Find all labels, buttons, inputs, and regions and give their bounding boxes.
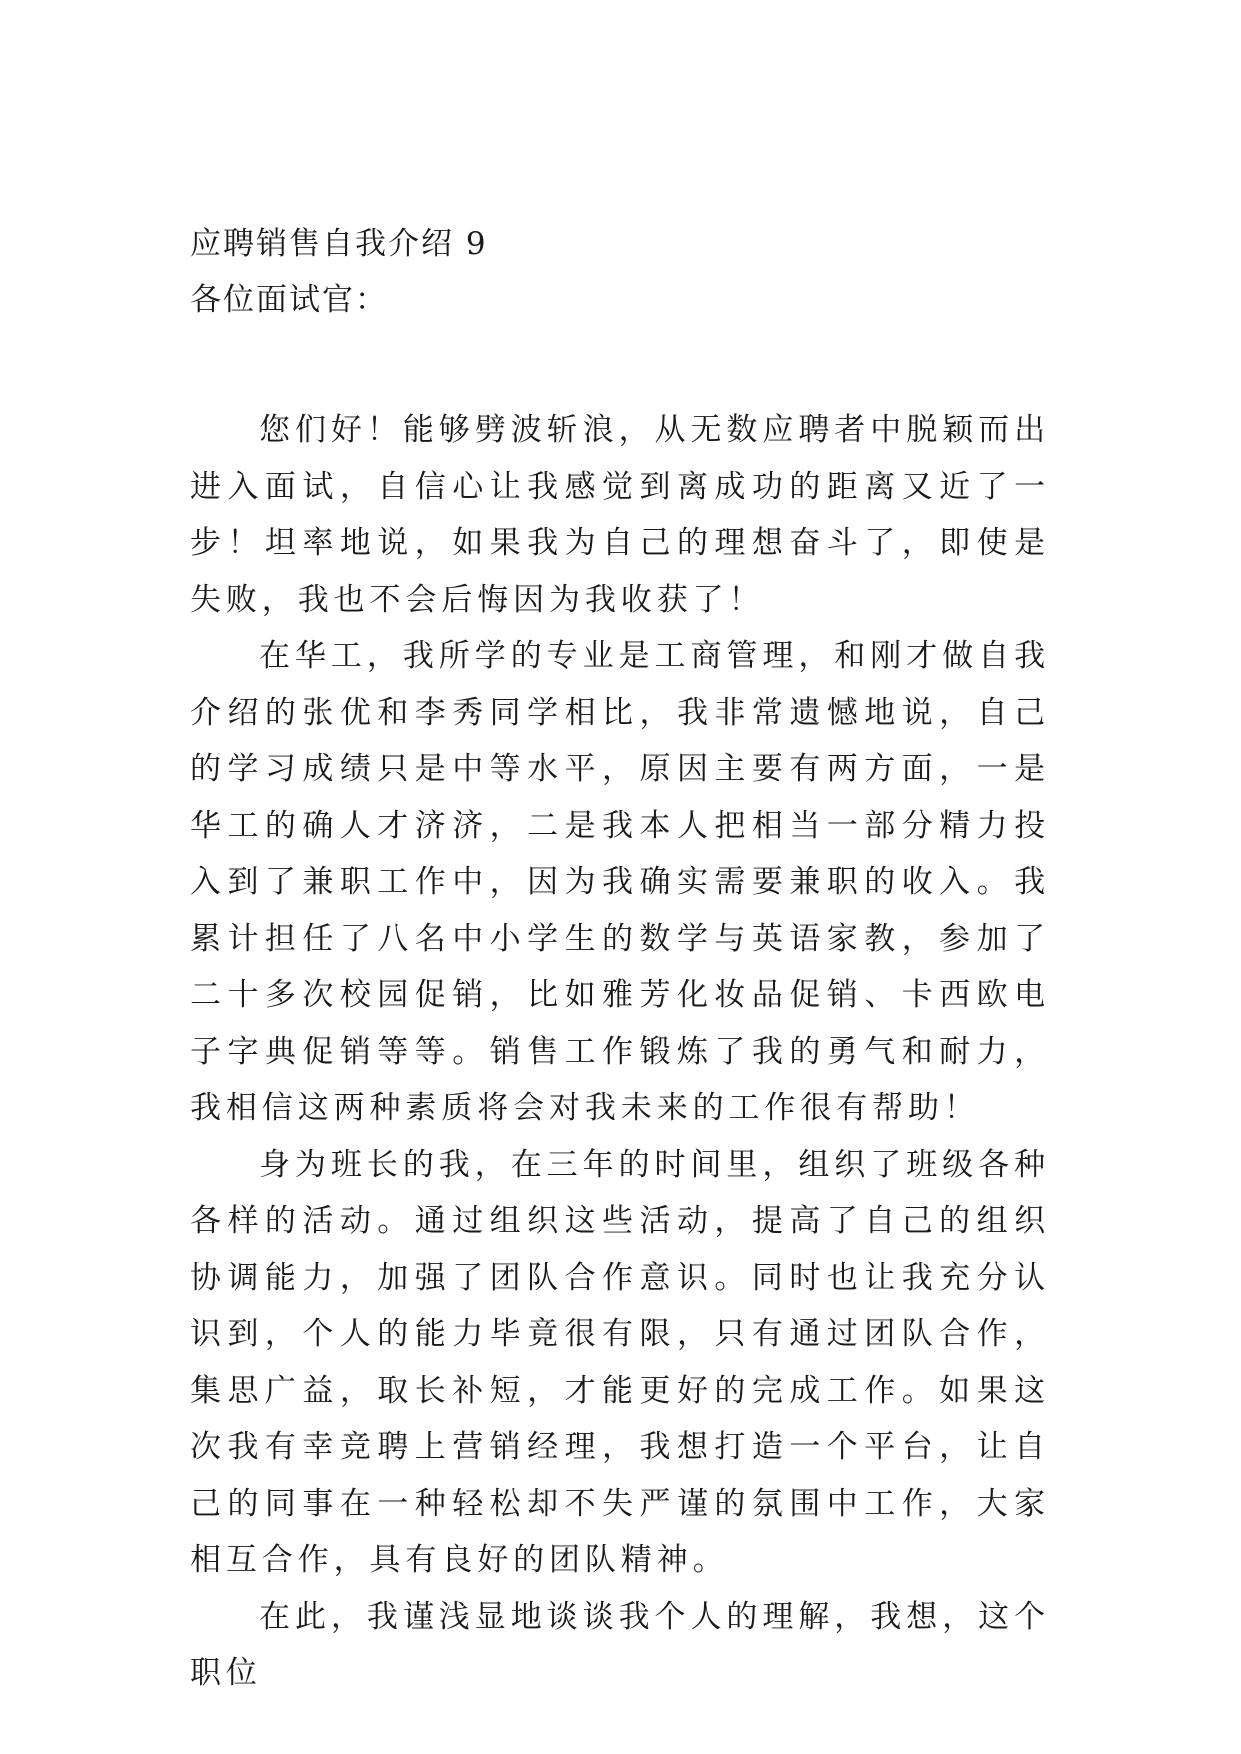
paragraph-2: 在华工，我所学的专业是工商管理，和刚才做自我介绍的张优和李秀同学相比，我非常遗憾地说，自己的学习成绩只是中等水平，原因主要有两方面，一是华工的确人才济济，二是我本人把相当一部分精力投入到了兼职工作中，因为我确实需要兼职的收入。我累计担任了八名中小学生的数学与英语家教，参加了二十多次校园促销，比如雅芳化妆品促销、卡西欧电子字典促销等等。销售工作锻炼了我的勇气和耐力，我相信这两种素质将会对我未来的工作很有帮助！ bbox=[190, 638, 1050, 1126]
document-content bbox=[190, 216, 1050, 1702]
paragraph-1: 您们好！能够劈波斩浪，从无数应聘者中脱颖而出进入面试，自信心让我感觉到离成功的距离又近了一步！坦率地说，如果我为自己的理想奋斗了，即使是失败，我也不会后悔因为我收获了！ bbox=[190, 412, 1050, 618]
body-text bbox=[190, 402, 1050, 1702]
document-title: 应聘销售自我介绍 9 bbox=[190, 226, 488, 262]
paragraph-3: 身为班长的我，在三年的时间里，组织了班级各种各样的活动。通过组织这些活动，提高了自己的组织协调能力，加强了团队合作意识。同时也让我充分认识到，个人的能力毕竟很有限，只有通过团队合作，集思广益，取长补短，才能更好的完成工作。如果这次我有幸竞聘上营销经理，我想打造一个平台，让自己的同事在一种轻松却不失严谨的氛围中工作，大家相互合作，具有良好的团队精神。 bbox=[190, 1146, 1050, 1578]
salutation: 各位面试官： bbox=[190, 282, 388, 318]
paragraph-4: 在此，我谨浅显地谈谈我个人的理解，我想，这个职位 bbox=[190, 1598, 1050, 1691]
